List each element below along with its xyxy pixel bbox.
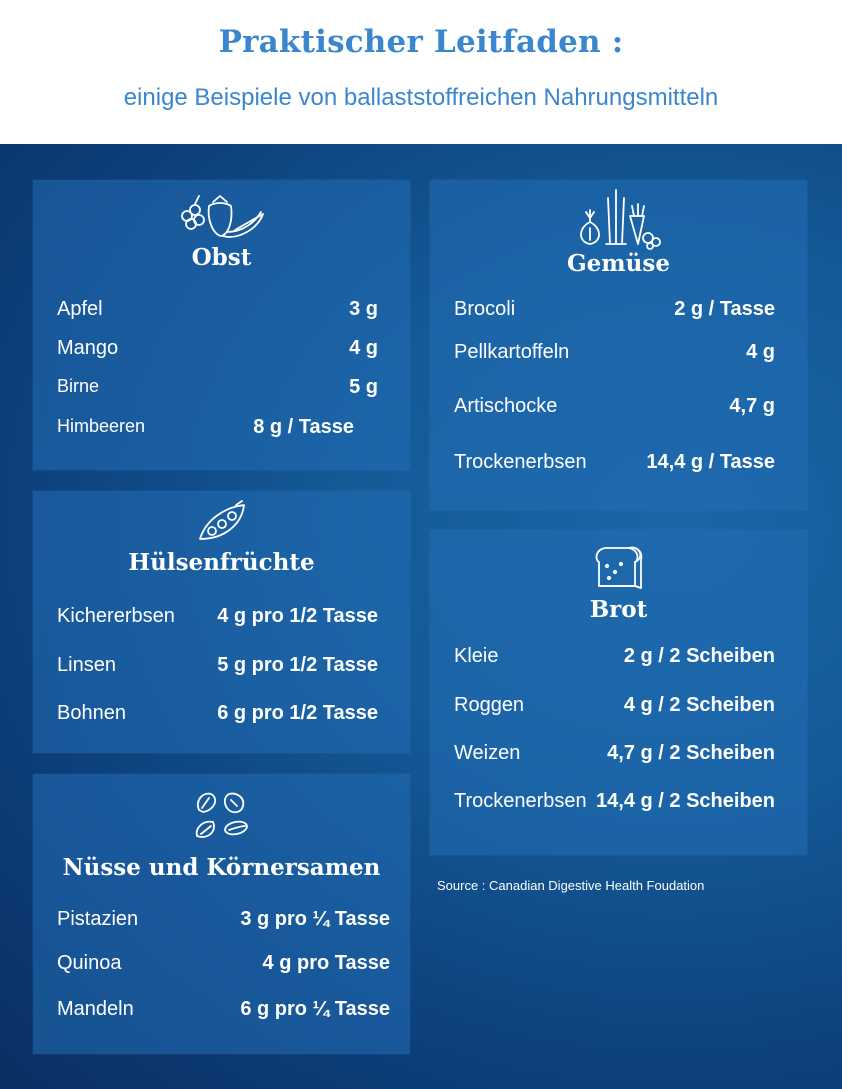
item-name: Pistazien [57,908,139,930]
card-brot [430,530,807,855]
header [0,0,842,144]
item-name: Himbeeren [57,416,146,436]
item-name: Apfel [57,298,103,320]
item-name: Kleie [454,645,499,667]
peapod-icon [196,499,248,545]
item-value: 4 g / 2 Scheiben [623,694,775,716]
item-name: Roggen [454,694,525,716]
list-item [57,416,386,446]
card-nuesse [33,774,410,1054]
list-item [454,395,783,425]
item-name: Bohnen [57,702,126,724]
item-name: Birne [57,376,100,396]
list-item [454,645,783,675]
list-item [454,742,783,772]
item-name: Linsen [57,654,116,676]
nuts-icon [193,790,251,842]
list-item [57,605,386,635]
source-note: Source : Canadian Digestive Health Foudation [437,878,705,893]
card-obst [33,180,410,470]
vegetables-icon [576,186,662,250]
card-title-obst: Obst [191,244,252,271]
item-name: Weizen [454,742,521,764]
item-value: 4,7 g / 2 Scheiben [607,742,775,764]
item-value: 4 g pro Tasse [262,952,390,974]
list-item [57,998,390,1028]
item-name: Brocoli [454,298,516,320]
item-value: 5 g pro 1/2 Tasse [217,654,378,676]
item-value: 4 g [746,341,775,363]
item-value: 4,7 g [729,395,775,417]
bread-icon [593,544,645,592]
item-value: 3 g [349,298,378,320]
item-value: 2 g / 2 Scheiben [623,645,775,667]
item-value: 3 g pro ¼ Tasse [240,908,390,930]
list-item [454,451,783,481]
item-value: 8 g / Tasse [253,416,354,438]
item-name: Pellkartoffeln [454,341,570,363]
item-value: 4 g [349,337,378,359]
list-item [57,376,386,406]
list-item [57,952,390,982]
item-value: 6 g pro 1/2 Tasse [217,702,378,724]
list-item [57,298,386,328]
card-gemuese [430,180,807,510]
list-item [57,654,386,684]
page-subtitle: einige Beispiele von ballaststoffreichen Nahrungsmitteln [123,84,719,111]
list-item [57,702,386,732]
list-item [57,337,386,367]
list-item [57,908,390,938]
page-title: Praktischer Leitfaden : [218,24,624,60]
list-item [454,298,783,328]
list-item [454,790,783,820]
item-value: 14,4 g / 2 Scheiben [596,790,775,812]
item-value: 14,4 g / Tasse [646,451,775,473]
item-name: Quinoa [57,952,122,974]
card-title-gemuese: Gemüse [567,250,670,277]
item-value: 2 g / Tasse [674,298,775,320]
item-name: Mango [57,337,119,359]
card-title-brot: Brot [589,596,648,623]
list-item [454,694,783,724]
item-name: Trockenerbsen [454,790,587,812]
card-title-nuesse: Nüsse und Körnersamen [62,854,381,881]
item-name: Mandeln [57,998,134,1020]
card-huelsenfruechte [33,491,410,753]
item-name: Trockenerbsen [454,451,587,473]
list-item [454,341,783,371]
item-value: 4 g pro 1/2 Tasse [217,605,378,627]
item-name: Kichererbsen [57,605,175,627]
card-title-huelsenfruechte: Hülsenfrüchte [128,549,315,576]
item-value: 6 g pro ¼ Tasse [240,998,390,1020]
item-name: Artischocke [454,395,558,417]
item-value: 5 g [349,376,378,398]
fruit-icon [177,192,267,240]
